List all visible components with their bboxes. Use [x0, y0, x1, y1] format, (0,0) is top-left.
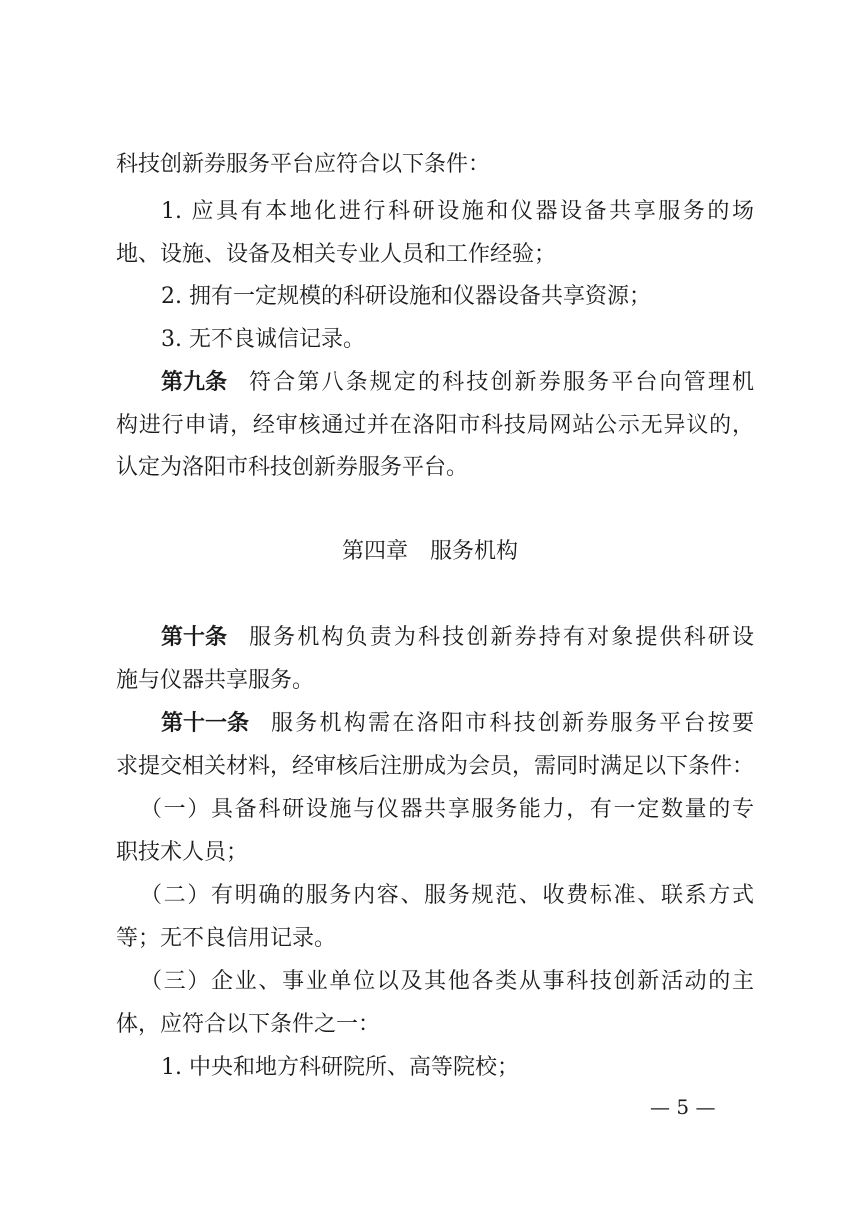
- text-line: [116, 453, 754, 483]
- text-line: [161, 197, 754, 227]
- text-line: [116, 411, 754, 441]
- article-9-line: [161, 368, 754, 398]
- line-text: 等；无不良信用记录。: [116, 926, 337, 951]
- text-line: [116, 150, 754, 180]
- line-text: 服务机构负责为科技创新券持有对象提供科研设: [249, 625, 754, 650]
- line-text: 施与仪器共享服务。: [116, 668, 315, 693]
- text-line: [116, 240, 754, 270]
- article-title: 第十条: [161, 625, 228, 650]
- text-line: [116, 666, 754, 696]
- text-line: [116, 838, 754, 868]
- line-text: 科技创新券服务平台应符合以下条件：: [116, 152, 491, 177]
- line-text: 构进行申请，经审核通过并在洛阳市科技局网站公示无异议的，: [116, 413, 754, 438]
- text-line: [116, 752, 754, 782]
- text-line: [140, 967, 754, 997]
- article-title: 第九条: [161, 370, 228, 395]
- page-number: — 5 —: [650, 1095, 716, 1119]
- article-10-line: [161, 623, 754, 653]
- line-text: 体，应符合以下条件之一：: [116, 1012, 381, 1037]
- line-text: 2. 拥有一定规模的科研设施和仪器设备共享资源；: [161, 284, 651, 309]
- text-line: [116, 924, 754, 954]
- text-line: [140, 795, 754, 825]
- line-text: 符合第八条规定的科技创新券服务平台向管理机: [249, 370, 754, 395]
- line-text: 认定为洛阳市科技创新券服务平台。: [116, 455, 469, 480]
- line-text: （一）具备科研设施与仪器共享服务能力，有一定数量的专: [140, 797, 754, 822]
- text-line: [161, 325, 754, 355]
- line-text: 1. 中央和地方科研院所、高等院校；: [161, 1055, 519, 1080]
- line-text: 服务机构需在洛阳市科技创新券服务平台按要: [271, 711, 754, 736]
- line-text: 1. 应具有本地化进行科研设施和仪器设备共享服务的场: [161, 199, 754, 224]
- text-line: [161, 1053, 754, 1083]
- article-title: 第十一条: [161, 711, 250, 736]
- text-line: [161, 282, 754, 312]
- article-11-line: [161, 709, 754, 739]
- line-text: （三）企业、事业单位以及其他各类从事科技创新活动的主: [140, 969, 754, 994]
- line-text: 地、设施、设备及相关专业人员和工作经验；: [116, 242, 557, 267]
- chapter-heading: 第四章 服务机构: [341, 539, 518, 564]
- line-text: （二）有明确的服务内容、服务规范、收费标准、联系方式: [140, 883, 754, 908]
- text-line: [116, 1010, 754, 1040]
- line-text: 职技术人员；: [116, 840, 249, 865]
- line-text: 求提交相关材料，经审核后注册成为会员，需同时满足以下条件：: [116, 754, 755, 779]
- text-line: [140, 881, 754, 911]
- line-text: 3. 无不良诚信记录。: [161, 327, 365, 352]
